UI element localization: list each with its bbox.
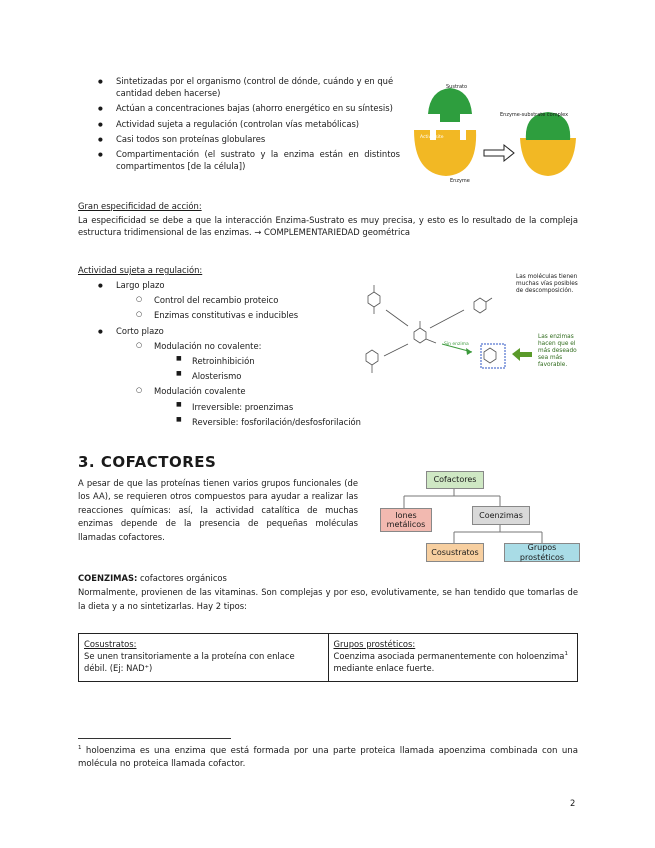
complex-label: Enzyme-substrate complex (500, 112, 569, 118)
table-row (79, 634, 578, 682)
active-site-label: Active site (420, 135, 444, 140)
bullet-item: ● Corto plazo (78, 325, 378, 337)
coenzimas-box: Coenzimas (472, 506, 530, 525)
bullet-item: ● Casi todos son proteínas globulares (78, 133, 400, 145)
table-col2-text-wrap (334, 650, 573, 674)
footnote-divider (78, 738, 231, 739)
sub-sub-bullet-item: ■ Retroinhibición (78, 355, 378, 367)
molecule-note-pathways: Las moléculas tienen muchas vías posibles de descomposición. (516, 274, 578, 294)
coenzimas-label: COENZIMAS: (78, 573, 138, 583)
molecule-note-enzymes: Las enzimas hacen que el más deseado sea más favorable. (538, 334, 577, 368)
bullet-item: ● Sintetizadas por el organismo (control de dónde, cuándo y en qué cantidad deben hacerse) (78, 75, 400, 99)
table-col2-text2: mediante enlace fuerte. (333, 663, 435, 674)
bullet-item: ● Actúan a concentraciones bajas (ahorro energético en su síntesis) (78, 102, 400, 114)
cofactores-box: Cofactores (426, 471, 484, 489)
sub-bullet-item: ○ Control del recambio proteico (78, 294, 378, 306)
footnote-text: holoenzima es una enzima que está formada por una parte proteica llamada apoenzima combinada con una molécula no proteica llamada cofactor. (78, 745, 579, 769)
especificidad-text: La especificidad se debe a que la interacción Enzima-Sustrato es muy precisa, y esto es lo resultado de la compleja estructura tridimensional de las enzimas. → COMPLEMENTARIEDAD geométrica (78, 215, 578, 238)
cofactores-intro-text: A pesar de que las proteínas tienen varios grupos funcionales (de los AA), se requieren otros compuestos para ayudar a realizar las reacciones químicas: así, la actividad catalítica de muchas enzimas depende de la presencia de pequeñas moléculas llamadas cofactores. (78, 478, 358, 542)
molecule-pathway-figure (356, 272, 588, 388)
footnote-ref[interactable]: 1 (564, 651, 568, 658)
sub-bullet-item: ○ Modulación covalente (78, 385, 378, 397)
bullet-item: ● Largo plazo (78, 279, 378, 291)
grupos-prosteticos-box: Grupos prostéticos (504, 543, 580, 562)
enzyme-label: Enzyme (450, 178, 470, 184)
table-col1-text: Se unen transitoriamente a la proteína con enlace débil. (Ej: NAD⁺) (84, 651, 295, 674)
table-col2-title: Grupos prostéticos: (333, 639, 416, 649)
regulacion-title: Actividad sujeta a regulación: (78, 265, 203, 275)
coenzima-types-table (78, 633, 578, 682)
iones-metalicos-box: Iones metálicos (380, 508, 432, 532)
enzyme-substrate-figure (408, 78, 586, 196)
sub-sub-bullet-item: ■ Alosterismo (78, 370, 378, 382)
bullet-item: ● Actividad sujeta a regulación (controlan vías metabólicas) (78, 118, 400, 130)
table-cell-cosustratos (79, 634, 329, 682)
bullet-item: ● Compartimentación (el sustrato y la enzima están en distintos compartimentos [de la célula]) (78, 148, 400, 172)
page-number: 2 (570, 798, 576, 808)
intro-bullet-list (78, 75, 400, 175)
table-col2-text: Coenzima asociada permanentemente con holoenzima (333, 651, 565, 662)
substrate-label: Sustrato (446, 84, 468, 90)
cosustratos-box: Cosustratos (426, 543, 484, 562)
table-col1-title: Cosustratos: (84, 639, 137, 649)
table-cell-grupos (328, 634, 578, 682)
sub-bullet-item: ○ Modulación no covalente: (78, 340, 378, 352)
footnote (78, 744, 578, 771)
footnote-mark: 1 (78, 745, 82, 751)
sub-sub-bullet-item: ■ Irreversible: proenzimas (78, 401, 378, 413)
sub-bullet-item: ○ Enzimas constitutivas e inducibles (78, 309, 378, 321)
coenzimas-heading (78, 572, 227, 584)
especificidad-title: Gran especificidad de acción: (78, 201, 202, 211)
cofactores-diagram (370, 466, 582, 570)
coenzimas-text: Normalmente, provienen de las vitaminas. Son complejas y por eso, evolutivamente, se han tendido que tomarlas de la dieta y a no sintetizarlas. Hay 2 tipos: (78, 587, 578, 611)
coenzimas-label-rest: cofactores orgánicos (137, 573, 227, 583)
sub-sub-bullet-item: ■ Reversible: fosforilación/desfosforilación (78, 416, 378, 428)
molecule-arrow-label: Sin enzima (444, 342, 469, 347)
regulacion-list (78, 279, 378, 431)
section-heading-cofactores: 3. COFACTORES (78, 453, 217, 471)
